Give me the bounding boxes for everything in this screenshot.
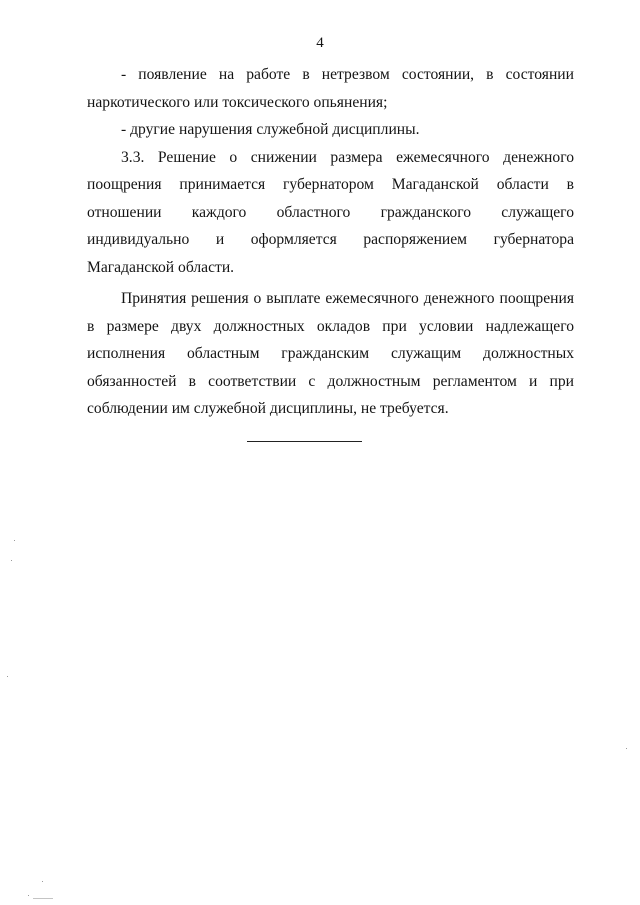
scan-speck — [14, 540, 15, 541]
scan-speck — [28, 895, 29, 896]
paragraph-section-3-3: 3.3. Решение о снижении размера ежемесячного денежного поощрения принимается губернатором Магаданской области в отношении каждого областного гражданского служащего индивидуально и оформляется распоряжением губернатора Магаданской области. — [87, 148, 574, 276]
scan-speck — [11, 560, 12, 561]
end-separator-line — [247, 441, 362, 442]
page-number: 4 — [316, 35, 324, 51]
paragraph-no-decision-required: Принятия решения о выплате ежемесячного денежного поощрения в размере двух должностных окладов при условии надлежащего исполнения областным гражданским служащим должностных обязанностей в соответствии с должностным регламентом и при соблюдении им служебной дисциплины, не требуется. — [87, 290, 574, 417]
scan-speck — [33, 898, 53, 899]
paragraph-intoxication: - появление на работе в нетрезвом состоянии, в состоянии наркотического или токсического опьянения; — [87, 66, 574, 111]
scan-speck — [42, 881, 43, 882]
document-body — [87, 61, 574, 423]
paragraph-other-violations: - другие нарушения служебной дисциплины. — [121, 121, 420, 138]
scan-speck — [626, 748, 627, 749]
scan-speck — [7, 676, 8, 677]
